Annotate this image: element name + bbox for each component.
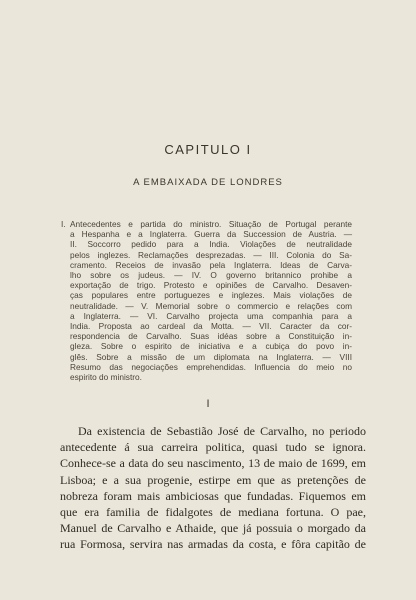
- chapter-subtitle: A EMBAIXADA DE LONDRES: [133, 177, 283, 188]
- summary-line: glês. Sobre a missão de um diplomata na Inglaterra. — VIII: [70, 351, 352, 362]
- body-line: Conhece-se a data do seu nascimento, 13 de maio de 1699, em: [60, 456, 366, 471]
- summary-line: ças populares entre portuguezes e inglezes. Mais violações de: [70, 290, 352, 301]
- chapter-summary: [61, 219, 352, 383]
- section-number: I: [206, 398, 210, 410]
- body-line: Manuel de Carvalho e Athaide, que já possuia o morgado da: [60, 521, 366, 536]
- summary-line: cramento. Receios de invasão pela Inglaterra. Ideas de Carva-: [70, 259, 352, 270]
- summary-line: a Inglaterra. — VI. Carvalho projecta uma companhia para a: [70, 310, 352, 321]
- summary-line: espirito do ministro.: [70, 372, 142, 383]
- body-line: rua Formosa, servira nas armadas da costa, e fôra capitão de: [60, 537, 366, 552]
- summary-line: respondencia de Carvalho. Suas idéas sobre a Constituição in-: [70, 331, 352, 342]
- summary-line: Resumo das negociações emprehendidas. Influencia do meio no: [70, 361, 352, 372]
- summary-line: Antecedentes e partida do ministro. Situação de Portugal perante: [70, 219, 352, 229]
- body-line: antecedente á sua carreira politica, quasi tudo se ignora.: [60, 440, 366, 455]
- summary-line: India. Proposta ao cardeal da Motta. — VII. Caracter da cor-: [70, 321, 352, 332]
- body-line: Lisboa; e a sua progenie, estirpe em que as pretenções de: [60, 472, 366, 487]
- summary-line: pelos inglezes. Reclamações desprezadas. — III. Colonia do Sa-: [70, 249, 352, 260]
- summary-line: II. Soccorro pedido para a India. Violações de neutralidade: [70, 239, 352, 250]
- summary-line: lho sobre os judeus. — IV. O governo britannico prohibe a: [70, 270, 352, 281]
- chapter-title: CAPITULO I: [164, 142, 252, 157]
- body-line: Da existencia de Sebastião José de Carvalho, no periodo: [78, 424, 366, 438]
- summary-line: exportação de trigo. Protesto e opiniões de Carvalho. Desaven-: [70, 280, 352, 291]
- summary-number: I.: [61, 219, 66, 229]
- summary-line: gleza. Sobre o espirito de iniciativa e a cubiça do povo in-: [70, 341, 352, 352]
- body-line: que era familia de fidalgotes de mediana fortuna. O pae,: [60, 505, 366, 520]
- summary-line: a Hespanha e a Inglaterra. Guerra da Succession de Austria. —: [70, 229, 352, 240]
- body-paragraph: [60, 423, 366, 553]
- body-line: nobreza foram mais ambiciosas que fundadas. Fiquemos em: [60, 488, 366, 503]
- summary-line: neutralidade. — V. Memorial sobre o commercio e relações com: [70, 300, 352, 311]
